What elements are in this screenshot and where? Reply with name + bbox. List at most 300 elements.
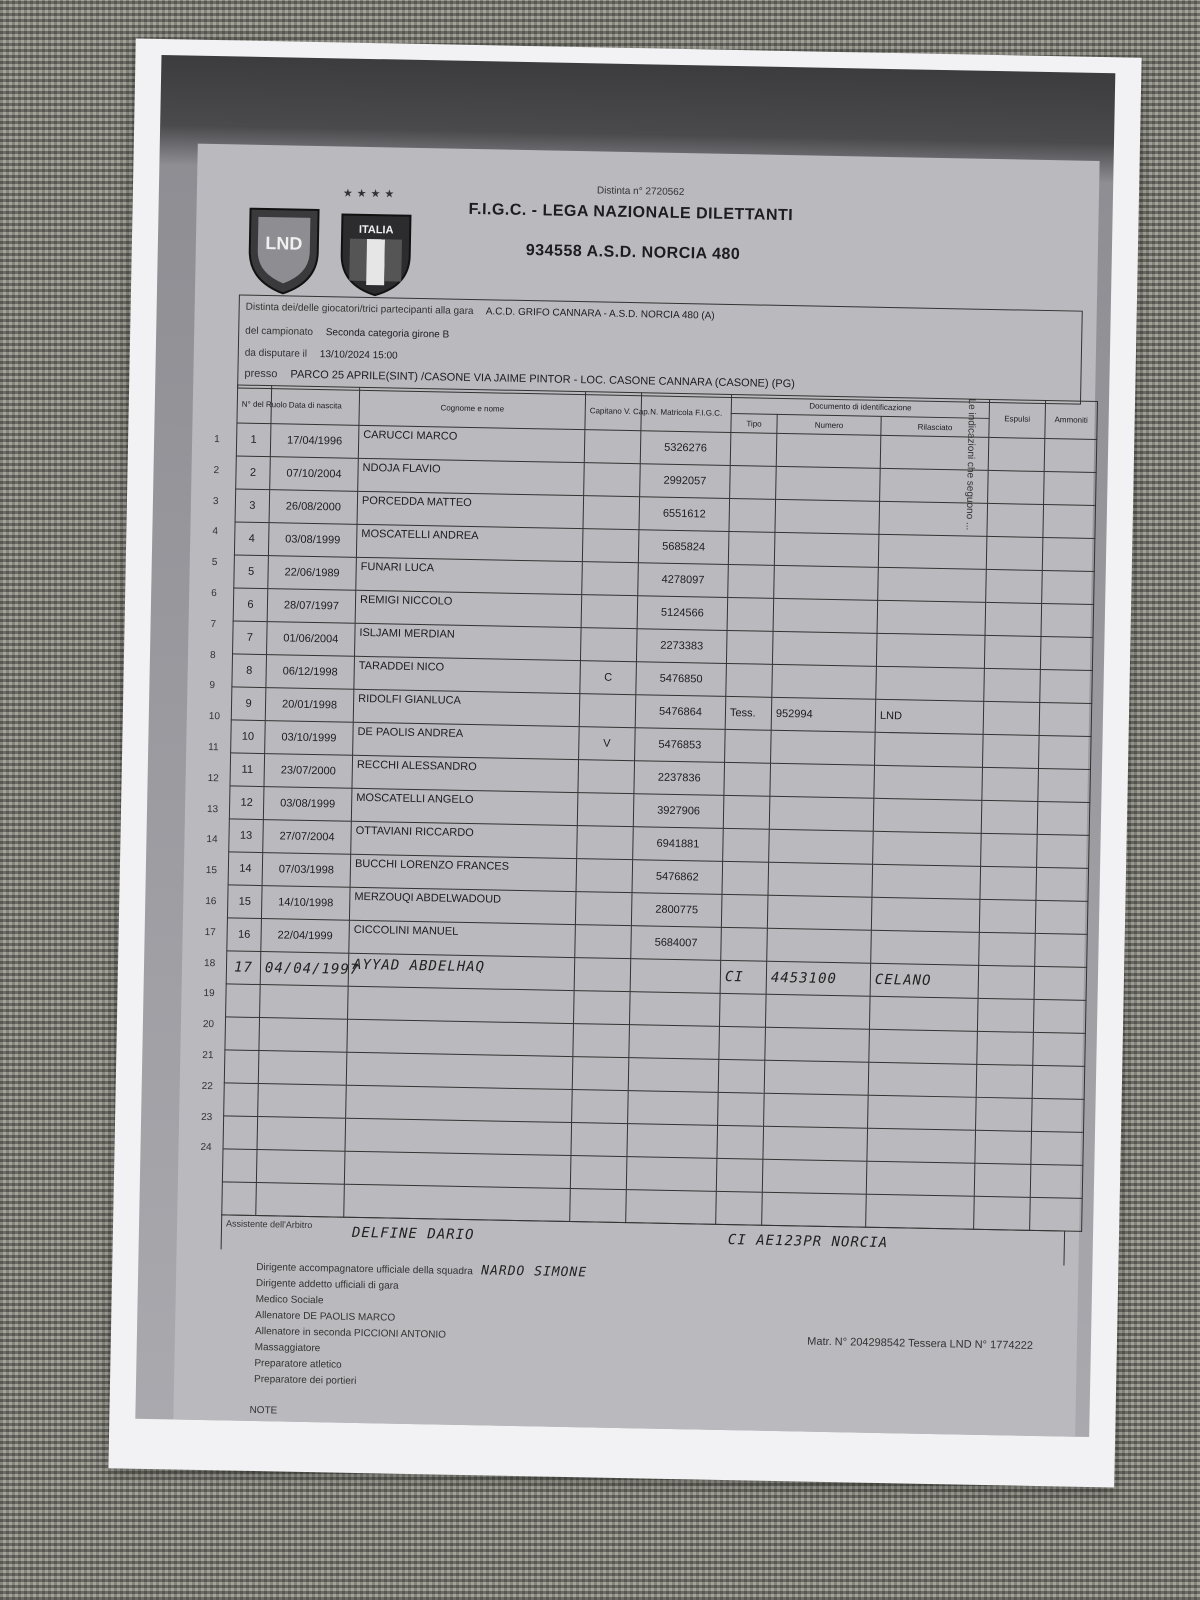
club-title: 934558 A.S.D. NORCIA 480 <box>525 242 741 264</box>
ammoniti-cell <box>1042 570 1095 604</box>
doc-type <box>730 432 777 466</box>
ammoniti-cell <box>1044 438 1097 472</box>
birth-date <box>259 1018 348 1053</box>
col-matricola: N. Matricola F.I.G.C. <box>641 393 732 433</box>
birth-date: 27/07/2004 <box>263 820 352 855</box>
player-name: FUNARI LUCA <box>356 557 583 594</box>
matricola: 4278097 <box>638 563 729 598</box>
doc-type <box>728 531 775 565</box>
doc-number <box>771 730 876 765</box>
player-name <box>348 986 575 1023</box>
side-vertical-text: Le indicazioni che seguono ... <box>963 398 978 531</box>
birth-date <box>256 1150 345 1185</box>
doc-type <box>722 861 769 895</box>
captain-mark <box>584 463 641 497</box>
captain-mark <box>581 595 638 629</box>
doc-issued <box>866 1194 975 1229</box>
captain-mark <box>570 1189 627 1223</box>
captain-mark <box>570 1156 627 1190</box>
doc-type <box>726 663 773 697</box>
captain-mark: V <box>579 727 636 761</box>
doc-type: CI <box>720 960 767 994</box>
espulsi-cell <box>986 536 1043 570</box>
row-index: 20 <box>202 1019 215 1031</box>
col-name: Cognome e nome <box>359 387 586 429</box>
captain-mark <box>571 1123 628 1157</box>
ammoniti-cell <box>1041 603 1094 637</box>
addetto-label: Dirigente addetto ufficiali di gara <box>255 1278 399 1292</box>
matricola: 2992057 <box>640 464 731 499</box>
ammoniti-cell <box>1032 1098 1085 1132</box>
form-header <box>195 144 1100 321</box>
doc-type <box>728 564 775 598</box>
allenatore2-name: PICCIONI ANTONIO <box>353 1327 447 1341</box>
espulsi-cell <box>981 833 1038 867</box>
doc-number <box>776 466 881 501</box>
espulsi-cell <box>984 635 1041 669</box>
player-name <box>347 1019 574 1056</box>
captain-mark <box>579 694 636 728</box>
espulsi-cell <box>982 734 1039 768</box>
doc-number <box>776 433 881 468</box>
shirt-number: 1 <box>236 423 271 457</box>
espulsi-cell <box>977 1031 1034 1065</box>
matricola: 5476850 <box>636 662 727 697</box>
row-index: 11 <box>208 741 219 754</box>
doc-issued <box>877 600 986 635</box>
doc-number: 4453100 <box>766 961 871 996</box>
shirt-number: 15 <box>227 885 262 919</box>
championship-value: Seconda categoria girone B <box>325 327 450 341</box>
doc-issued <box>872 864 981 899</box>
doc-issued <box>867 1128 976 1163</box>
shirt-number <box>225 1017 260 1051</box>
row-index: 15 <box>205 865 218 877</box>
captain-mark <box>573 991 630 1025</box>
doc-type <box>719 993 766 1027</box>
doc-number <box>775 499 880 534</box>
birth-date: 28/07/1997 <box>267 589 356 624</box>
championship-row <box>245 326 449 341</box>
doc-number <box>762 1159 867 1194</box>
row-index: 18 <box>203 957 216 969</box>
birth-date: 01/06/2004 <box>267 622 356 657</box>
row-index: 2 <box>213 464 220 476</box>
championship-label: del campionato <box>245 325 314 338</box>
birth-date <box>260 985 349 1020</box>
doc-type <box>724 762 771 796</box>
shirt-number: 13 <box>229 819 264 853</box>
birth-date: 07/10/2004 <box>270 457 359 492</box>
matricola: 2273383 <box>636 629 727 664</box>
doc-issued <box>869 1029 978 1064</box>
stars-icon: ★★★★ <box>342 187 399 201</box>
captain-mark <box>580 628 637 662</box>
row-index: 23 <box>201 1111 213 1123</box>
shirt-number <box>222 1149 257 1183</box>
player-name: ISLJAMI MERDIAN <box>354 623 581 660</box>
italia-shield-icon <box>337 204 415 297</box>
espulsi-cell <box>987 503 1044 537</box>
preparatore-portieri-label: Preparatore dei portieri <box>253 1373 357 1387</box>
birth-date <box>258 1051 347 1086</box>
assistant-name: DELFINE DARIO <box>351 1224 475 1244</box>
player-name: PORCEDDA MATTEO <box>357 491 584 528</box>
staff-list <box>254 1259 587 1394</box>
col-doc-issued: Rilasciato <box>881 416 989 437</box>
ammoniti-cell <box>1044 471 1097 505</box>
date-row <box>245 348 398 362</box>
matricola: 5685824 <box>638 530 729 565</box>
row-index: 12 <box>207 772 219 784</box>
player-name: TARADDEI NICO <box>354 656 581 693</box>
accompagnatore-label: Dirigente accompagnatore ufficiale della squadra <box>256 1262 473 1278</box>
doc-type <box>718 1092 765 1126</box>
captain-mark <box>576 859 633 893</box>
doc-type <box>730 465 777 499</box>
birth-date: 04/04/1997 <box>260 952 349 987</box>
captain-mark <box>575 925 632 959</box>
captain-mark <box>582 529 639 563</box>
shirt-number: 9 <box>231 687 266 721</box>
espulsi-cell <box>977 998 1034 1032</box>
ammoniti-cell <box>1039 702 1092 736</box>
matricola: 6941881 <box>633 827 724 862</box>
assistant-label: Assistente dell'Arbitro <box>225 1218 313 1231</box>
venue-label: presso <box>244 367 278 381</box>
date-value: 13/10/2024 15:00 <box>319 349 398 362</box>
italia-logo-text: ITALIA <box>358 223 394 237</box>
doc-number <box>774 565 879 600</box>
ammoniti-cell <box>1040 669 1093 703</box>
row-index: 7 <box>210 618 217 630</box>
ammoniti-cell <box>1040 636 1093 670</box>
birth-date: 23/07/2000 <box>264 754 353 789</box>
lnd-logo-text: LND <box>265 233 303 254</box>
captain-mark <box>572 1057 629 1091</box>
ammoniti-cell <box>1031 1131 1084 1165</box>
espulsi-cell <box>976 1064 1033 1098</box>
doc-type <box>716 1191 763 1225</box>
doc-type <box>717 1125 764 1159</box>
matricola: 5684007 <box>631 926 722 961</box>
row-index: 14 <box>206 834 218 846</box>
doc-number <box>765 1027 870 1062</box>
shirt-number: 3 <box>235 489 270 523</box>
player-name: MERZOUQI ABDELWADOUD <box>349 887 576 924</box>
allenatore-name: DE PAOLIS MARCO <box>303 1310 396 1324</box>
ammoniti-cell <box>1034 966 1087 1000</box>
shirt-number: 8 <box>232 654 267 688</box>
matricola <box>629 1025 720 1060</box>
matricola: 5476853 <box>635 728 726 763</box>
col-doc-type: Tipo <box>731 413 777 433</box>
date-label: da disputare il <box>244 347 308 360</box>
captain-mark <box>572 1090 629 1124</box>
espulsi-cell <box>985 602 1042 636</box>
captain-mark <box>578 760 635 794</box>
matricola: 3927906 <box>633 794 724 829</box>
captain-mark <box>575 892 632 926</box>
shirt-number: 10 <box>231 720 266 754</box>
row-index: 5 <box>211 557 218 569</box>
row-index: 3 <box>212 495 219 507</box>
matricola <box>626 1157 717 1192</box>
captain-mark <box>582 562 639 596</box>
row-index: 1 <box>214 434 220 446</box>
doc-issued <box>876 666 985 701</box>
matricola-text: Matr. N° 204298542 Tessera LND N° 1774222 <box>807 1335 1033 1352</box>
ammoniti-cell <box>1030 1197 1083 1231</box>
espulsi-cell <box>979 932 1036 966</box>
lnd-shield-icon <box>245 203 323 296</box>
birth-date: 03/08/1999 <box>263 787 352 822</box>
espulsi-cell <box>979 899 1036 933</box>
birth-date: 26/08/2000 <box>269 490 358 525</box>
espulsi-cell <box>974 1163 1031 1197</box>
espulsi-cell <box>986 569 1043 603</box>
espulsi-cell <box>978 965 1035 999</box>
espulsi-cell <box>976 1097 1033 1131</box>
col-doc-number: Numero <box>777 414 881 435</box>
player-name: BUCCHI LORENZO FRANCES <box>350 854 577 891</box>
ammoniti-cell <box>1043 504 1096 538</box>
birth-date: 03/08/1999 <box>268 523 357 558</box>
matricola: 2800775 <box>631 893 722 928</box>
player-name: NDOJA FLAVIO <box>358 458 585 495</box>
player-name: AYYAD ABDELHAQ <box>348 953 575 990</box>
doc-issued <box>871 930 980 965</box>
doc-issued <box>868 1062 977 1097</box>
doc-number <box>770 763 875 798</box>
ammoniti-cell <box>1042 537 1095 571</box>
birth-date: 06/12/1998 <box>266 655 355 690</box>
espulsi-cell <box>980 866 1037 900</box>
allenatore2-label: Allenatore in seconda <box>254 1326 352 1339</box>
shirt-number: 6 <box>233 588 268 622</box>
birth-date: 22/04/1999 <box>261 919 350 954</box>
doc-issued <box>876 633 985 668</box>
doc-type <box>726 630 773 664</box>
doc-type <box>723 795 770 829</box>
shirt-number <box>224 1083 259 1117</box>
doc-number <box>774 532 879 567</box>
row-index: 21 <box>202 1049 214 1062</box>
col-captain: Capitano V. Cap. <box>585 392 642 431</box>
doc-number <box>767 928 872 963</box>
ammoniti-cell <box>1036 867 1089 901</box>
player-name: RECCHI ALESSANDRO <box>352 755 579 792</box>
shirt-number <box>226 984 261 1018</box>
doc-issued <box>869 996 978 1031</box>
row-index: 24 <box>200 1142 212 1154</box>
player-name: RIDOLFI GIANLUCA <box>353 689 580 726</box>
espulsi-cell <box>984 668 1041 702</box>
col-ammoniti: Ammoniti <box>1045 401 1098 440</box>
row-index: 6 <box>211 588 217 600</box>
row-index: 19 <box>203 988 215 1000</box>
massaggiatore-label: Massaggiatore <box>254 1342 321 1355</box>
doc-type: Tess. <box>725 696 772 730</box>
player-name: CARUCCI MARCO <box>358 425 585 462</box>
matricola <box>630 959 721 994</box>
organization-title: F.I.G.C. - LEGA NAZIONALE DILETTANTI <box>468 200 794 225</box>
photocopy-area <box>135 55 1115 1437</box>
espulsi-cell <box>988 470 1045 504</box>
match-row <box>246 302 715 322</box>
doc-type <box>727 597 774 631</box>
doc-number <box>772 631 877 666</box>
doc-issued: CELANO <box>870 963 979 998</box>
shirt-number: 4 <box>234 522 269 556</box>
player-name <box>344 1151 571 1188</box>
doc-number <box>764 1060 869 1095</box>
espulsi-cell <box>988 437 1045 471</box>
doc-number <box>764 1093 869 1128</box>
shirt-number: 16 <box>227 918 262 952</box>
ammoniti-cell <box>1032 1065 1085 1099</box>
ammoniti-cell <box>1038 768 1091 802</box>
row-index: 13 <box>206 803 219 815</box>
row-index: 10 <box>208 711 221 723</box>
doc-number <box>773 598 878 633</box>
espulsi-cell <box>975 1130 1032 1164</box>
doc-issued <box>868 1095 977 1130</box>
birth-date: 14/10/1998 <box>261 886 350 921</box>
col-shirt: N° del Ruolo <box>237 385 272 424</box>
doc-issued <box>873 798 982 833</box>
matricola: 2237836 <box>634 761 725 796</box>
doc-type <box>725 729 772 763</box>
distinta-number: Distinta n° 2720562 <box>596 185 685 199</box>
allenatore-label: Allenatore <box>255 1310 301 1322</box>
row-index: 9 <box>209 680 216 692</box>
ammoniti-cell <box>1038 735 1091 769</box>
ammoniti-cell <box>1030 1164 1083 1198</box>
shirt-number <box>222 1182 257 1216</box>
ammoniti-cell <box>1037 834 1090 868</box>
doc-issued <box>878 567 987 602</box>
captain-mark: C <box>580 661 637 695</box>
preparatore-label: Preparatore atletico <box>254 1357 342 1371</box>
birth-date: 17/04/1996 <box>270 424 359 459</box>
doc-number <box>767 895 872 930</box>
espulsi-cell <box>983 701 1040 735</box>
birth-date: 22/06/1989 <box>268 556 357 591</box>
col-birth: Data di nascita <box>271 386 360 426</box>
captain-mark <box>577 826 634 860</box>
matricola: 5124566 <box>637 596 728 631</box>
doc-number <box>765 994 870 1029</box>
row-index: 8 <box>209 649 216 661</box>
doc-type <box>729 498 776 532</box>
row-index: 17 <box>204 926 216 938</box>
player-name: MOSCATELLI ANGELO <box>351 788 578 825</box>
distinta-form <box>173 144 1099 1437</box>
matricola: 6551612 <box>639 497 730 532</box>
doc-number <box>763 1126 868 1161</box>
espulsi-cell <box>982 767 1039 801</box>
player-name: MOSCATELLI ANDREA <box>356 524 583 561</box>
doc-type <box>721 927 768 961</box>
doc-number <box>768 862 873 897</box>
doc-issued: LND <box>875 699 984 734</box>
doc-type <box>718 1059 765 1093</box>
shirt-number: 14 <box>228 852 263 886</box>
venue-value: PARCO 25 APRILE(SINT) /CASONE VIA JAIME PINTOR - LOC. CASONE CANNARA (CASONE) (PG) <box>290 368 795 391</box>
ammoniti-cell <box>1033 1032 1086 1066</box>
doc-number: 952994 <box>771 697 876 732</box>
matricola <box>629 992 720 1027</box>
birth-date: 03/10/1999 <box>265 721 354 756</box>
doc-issued <box>871 897 980 932</box>
birth-date <box>256 1183 345 1218</box>
birth-date <box>257 1117 346 1152</box>
row-index: 4 <box>212 526 219 538</box>
doc-number <box>762 1192 867 1227</box>
matricola: 5476862 <box>632 860 723 895</box>
birth-date: 20/01/1998 <box>265 688 354 723</box>
player-name <box>346 1085 573 1122</box>
col-document-group: Documento di identificazione <box>731 394 989 418</box>
doc-issued <box>874 765 983 800</box>
doc-type <box>721 894 768 928</box>
birth-date <box>258 1084 347 1119</box>
doc-issued <box>878 534 987 569</box>
ammoniti-cell <box>1035 900 1088 934</box>
note-label: NOTE <box>249 1404 278 1417</box>
paper-sheet <box>108 38 1141 1487</box>
shirt-number: 11 <box>230 753 265 787</box>
shirt-number: 5 <box>234 555 269 589</box>
captain-mark <box>574 958 631 992</box>
doc-issued <box>873 831 982 866</box>
shirt-number: 17 <box>226 951 261 985</box>
player-name: DE PAOLIS ANDREA <box>353 722 580 759</box>
doc-type <box>716 1158 763 1192</box>
staff-section <box>217 1214 1065 1460</box>
birth-date: 07/03/1998 <box>262 853 351 888</box>
captain-mark <box>577 793 634 827</box>
shirt-number <box>224 1050 259 1084</box>
captain-mark <box>584 430 641 464</box>
matricola <box>628 1091 719 1126</box>
doc-number <box>769 796 874 831</box>
player-name: REMIGI NICCOLO <box>355 590 582 627</box>
matricola <box>626 1190 717 1225</box>
doc-issued <box>875 732 984 767</box>
doc-type <box>719 1026 766 1060</box>
player-name: CICCOLINI MANUEL <box>349 920 576 957</box>
matricola <box>628 1058 719 1093</box>
doc-type <box>723 828 770 862</box>
row-index: 16 <box>205 895 217 908</box>
player-name <box>345 1118 572 1155</box>
doc-number <box>772 664 877 699</box>
match-label: Distinta dei/delle giocatori/trici partecipanti alla gara <box>245 301 474 318</box>
shirt-number: 2 <box>236 456 271 490</box>
row-index: 22 <box>201 1080 213 1092</box>
match-value: A.C.D. GRIFO CANNARA - A.S.D. NORCIA 480 (A) <box>485 306 715 322</box>
player-name <box>344 1184 571 1221</box>
espulsi-cell <box>981 800 1038 834</box>
ammoniti-cell <box>1037 801 1090 835</box>
espulsi-cell <box>974 1196 1031 1230</box>
matricola: 5326276 <box>640 431 731 466</box>
captain-mark <box>573 1024 630 1058</box>
captain-mark <box>583 496 640 530</box>
shirt-number: 12 <box>229 786 264 820</box>
